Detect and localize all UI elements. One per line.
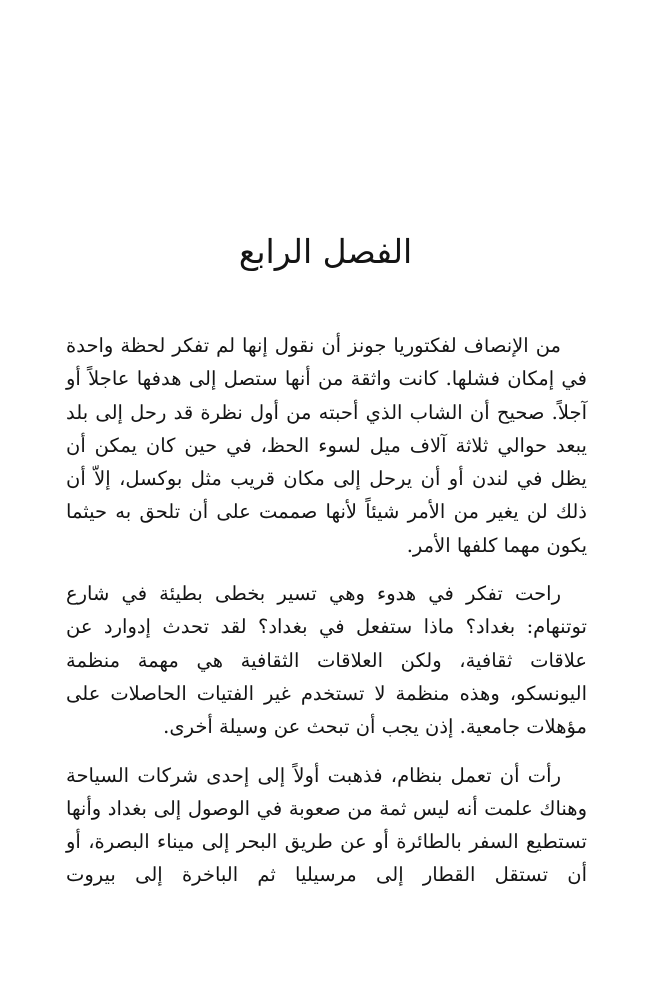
paragraph-1: من الإنصاف لفكتوريا جونز أن نقول إنها لم تفكر لحظة واحدة في إمكان فشلها. كانت واثقة من أنها ستصل إلى هدفها عاجلاً أو آجلاً. صحيح أن الشاب الذي أحبته من أول نظرة قد رحل إلى بلد يبعد حوالي ثلاثة آلاف ميل لسوء الحظ، في حين كان يمكن أن يظل في لندن أو أن يرحل إلى مكان قريب مثل بوكسل، إلاّ أن ذلك لن يغير من الأمر شيئاً لأنها صممت على أن تلحق به حيثما يكون مهما كلفها الأمر. — [66, 334, 587, 557]
paragraph-3: رأت أن تعمل بنظام، فذهبت أولاً إلى إحدى شركات السياحة وهناك علمت أنه ليس ثمة من صعوبة في الوصول إلى بغداد وأنها تستطيع السفر بالطائرة أو عن طريق البحر إلى ميناء البصرة، أو أن تستقل القطار إلى مرسيليا ثم الباخرة إلى بيروت — [66, 763, 587, 887]
chapter-title: الفصل الرابع — [238, 232, 413, 271]
chapter-body — [66, 329, 587, 907]
paragraph-2: راحت تفكر في هدوء وهي تسير بخطى بطيئة في شارع توتنهام: بغداد؟ ماذا ستفعل في بغداد؟ لقد تحدث إدوارد عن علاقات ثقافية، ولكن العلاقات الثقافية هي مهمة منظمة اليونسكو، وهذه منظمة لا تستخدم غير الفتيات الحاصلات على مؤهلات جامعية. إذن يجب أن تبحث عن وسيلة أخرى. — [66, 582, 587, 739]
